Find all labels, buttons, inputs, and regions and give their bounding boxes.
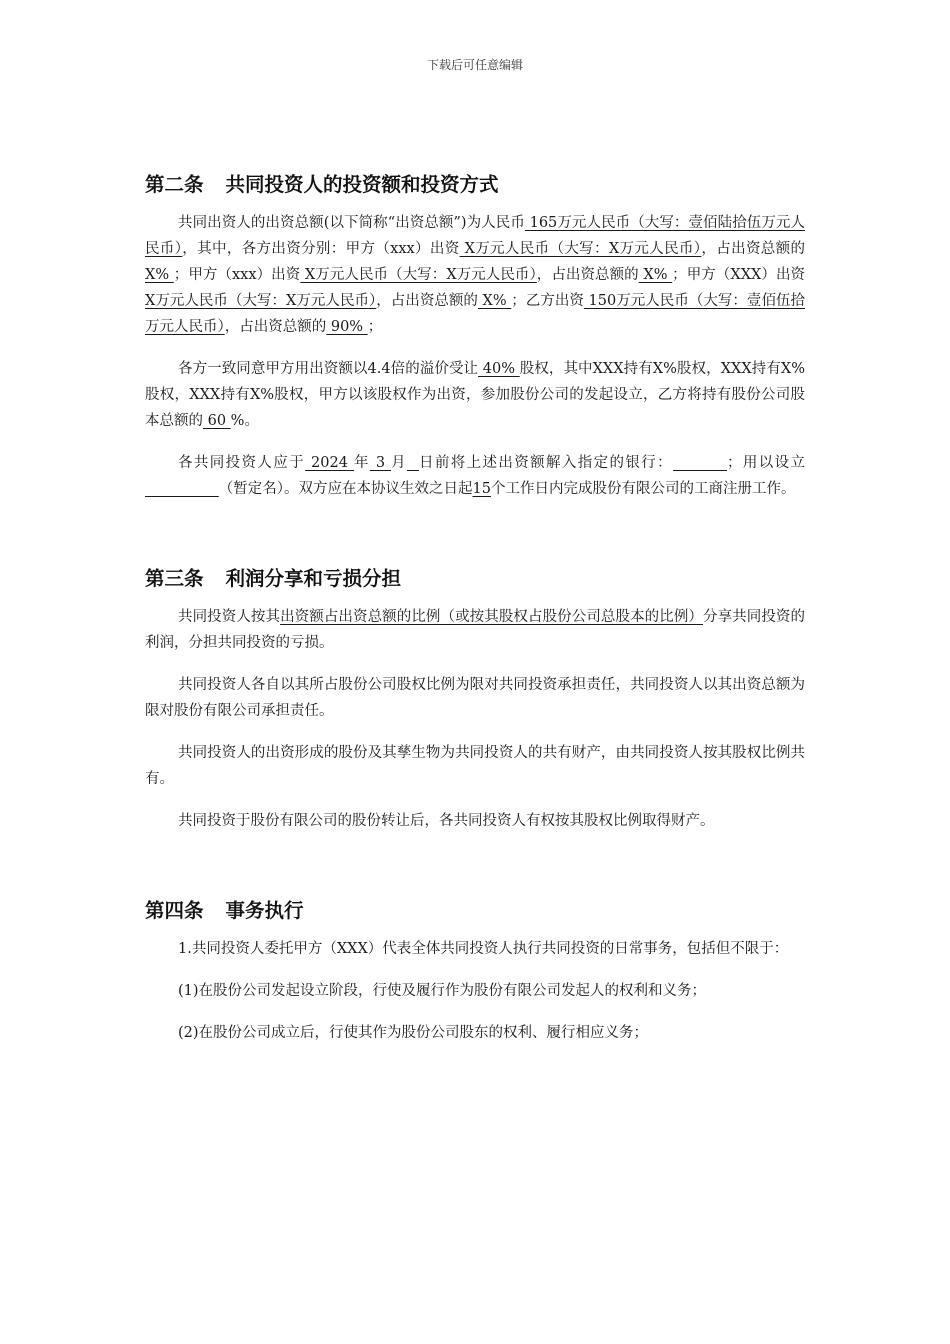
party-b-share-field: 60 <box>203 413 231 429</box>
article-2-number: 第二条 <box>145 173 204 196</box>
party-b-capital-field: 150万元人民币（大写：壹佰伍拾万元人民币） <box>145 293 805 335</box>
party-a1-ratio-field: X% <box>145 267 174 283</box>
article-2-paragraph-2: 各方一致同意甲方用出资额以4.4倍的溢价受让 40% 股权，其中XXX持有X%股权，XXX持有X%股权，XXX持有X%股权，甲方以该股权作为出资，参加股份公司的发起设立，乙方将持有股份公司股本总额的 60 %。 <box>145 361 806 429</box>
company-name-field <box>145 481 219 497</box>
party-a3-ratio-field: X% <box>477 293 512 309</box>
article-4-number: 第四条 <box>145 899 204 922</box>
party-b-ratio-field: 90% <box>326 319 368 335</box>
bank-field <box>673 455 727 471</box>
article-3-paragraph-3: 共同投资人的出资形成的股份及其孳生物为共同投资人的共有财产，由共同投资人按其股权比例共有。 <box>145 745 805 787</box>
article-2-paragraph-3: 各共同投资人应于 2024 年 3 月 日前将上述出资额解入指定的银行： ；用以设立 （暂定名）。双方应在本协议生效之日起15个工作日内完成股份有限公司的工商注册工作。 <box>145 450 805 502</box>
article-3-heading <box>145 562 805 596</box>
party-a2-capital-field: X万元人民币（大写：X万元人民币） <box>300 267 537 283</box>
article-2-title: 共同投资人的投资额和投资方式 <box>225 173 499 196</box>
article-4-item-1: (1)在股份公司发起设立阶段，行使及履行作为股份有限公司发起人的权利和义务； <box>178 983 707 999</box>
article-4-item-2: (2)在股份公司成立后，行使其作为股份公司股东的权利、履行相应义务； <box>178 1025 649 1041</box>
page-header: 下载后可任意编辑 <box>426 58 523 72</box>
article-4-title: 事务执行 <box>225 899 304 922</box>
article-3-title: 利润分享和亏损分担 <box>225 567 402 590</box>
article-2-heading <box>145 168 805 202</box>
profit-basis-field: 出资额占出资总额的比例（或按其股权占股份公司总股本的比例） <box>280 609 704 625</box>
year-field: 2024 <box>305 455 354 471</box>
article-3-paragraph-4: 共同投资于股份有限公司的股份转让后，各共同投资人有权按其股权比例取得财产。 <box>178 813 715 829</box>
document-body <box>145 168 805 1046</box>
article-3-paragraph-1: 共同投资人按其出资额占出资总额的比例（或按其股权占股份公司总股本的比例）分享共同投资的利润，分担共同投资的亏损。 <box>145 609 806 651</box>
party-a3-capital-field: X万元人民币（大写：X万元人民币） <box>145 293 377 309</box>
month-field: 3 <box>369 455 392 471</box>
transfer-ratio-field: 40% <box>478 361 520 377</box>
day-field <box>407 455 419 471</box>
article-4-paragraph-1: 1.共同投资人委托甲方（XXX）代表全体共同投资人执行共同投资的日常事务，包括但不限于： <box>178 941 789 957</box>
party-a2-ratio-field: X% <box>638 267 673 283</box>
article-3-paragraph-2: 共同投资人各自以其所占股份公司股权比例为限对共同投资承担责任，共同投资人以其出资总额为限对股份有限公司承担责任。 <box>145 677 805 719</box>
article-3-number: 第三条 <box>145 567 204 590</box>
article-2-paragraph-1: 共同出资人的出资总额(以下简称“出资总额”)为人民币 165万元人民币（大写：壹佰陆拾伍万元人民币），其中，各方出资分别：甲方（xxx）出资 X万元人民币（大写：X万元人民币），占出资总额的 X% ；甲方（xxx）出资 X万元人民币（大写：X万元人民币），占出资总额的 X% ；甲方（XXX）出资 X万元人民币（大写：X万元人民币），占出资总额的 X% ；乙方出资 150万元人民币（大写：壹佰伍拾万元人民币），占出资总额的 90% ； <box>145 215 806 335</box>
article-4-heading <box>145 894 805 928</box>
total-capital-field: 165万元人民币（大写：壹佰陆拾伍万元人民币） <box>145 215 805 257</box>
party-a1-capital-field: X万元人民币（大写：X万元人民币） <box>459 241 702 257</box>
working-days-field: 15 <box>472 481 491 497</box>
